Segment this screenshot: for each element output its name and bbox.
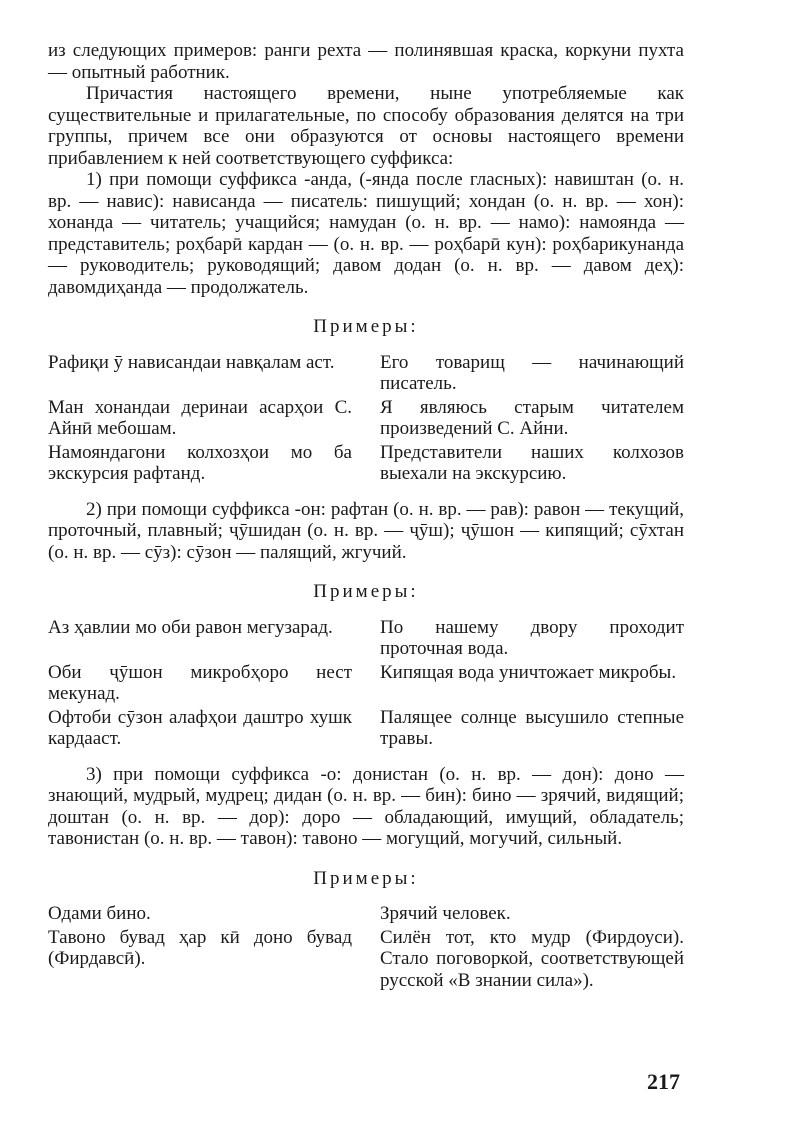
example-russian: Я являюсь старым читателем произведений С. Айни. (380, 396, 684, 439)
example-russian: Его товарищ — начинающий писатель. (380, 351, 684, 394)
example-russian: Палящее солнце высушило степные травы. (380, 706, 684, 749)
example-tajik: Офтоби сӯзон алафҳои даштро хушк кардааст. (48, 706, 352, 749)
examples-table-1 (48, 352, 684, 485)
intro-paragraph-1: из следующих примеров: ранги рехта — полинявшая краска, коркуни пухта — опытный работник. (48, 40, 684, 83)
page-number: 217 (647, 1069, 680, 1094)
example-tajik: Ман хонандаи деринаи асарҳои С. Айнӣ мебошам. (48, 396, 352, 439)
example-tajik: Аз ҳавлии мо оби равон мегузарад. (48, 616, 333, 638)
example-russian: Силён тот, кто мудр (Фирдоуси). Стало поговоркой, соответствующей русской «В знании сила»). (380, 926, 684, 991)
example-tajik: Оби ҷӯшон микробҳоро нест мекунад. (48, 661, 352, 704)
intro-paragraph-2: Причастия настоящего времени, ныне употребляемые как существительные и прилагательные, по способу образования делятся на три группы, причем все они образуются от основы настоящего времени прибавлением к ней соответствующего суффикса: (48, 83, 684, 169)
example-russian: Представители наших колхозов выехали на экскурсию. (380, 441, 684, 484)
example-tajik: Тавоно бувад ҳар кӣ доно бувад (Фирдавсӣ). (48, 926, 352, 969)
page-body (48, 40, 684, 991)
examples-table-2 (48, 617, 684, 750)
suffix-anda-paragraph: 1) при помощи суффикса -анда, (-янда после гласных): навиштан (о. н. вр. — навис): нависанда — писатель: пишущий; хондан (о. н. вр. — хон): хонанда — читатель; учащийся; намудан (о. н. вр. — намо): намоянда — представитель; роҳбарӣ кардан — (о. н. вр. — роҳбарӣ кун): роҳбарикунанда — руководитель; руководящий; давом додан (о. н. вр. — давом деҳ): давомдиҳанда — продолжатель. (48, 169, 684, 298)
example-tajik: Одами бино. (48, 903, 151, 924)
example-russian: Кипящая вода уничтожает микробы. (380, 661, 677, 683)
examples-heading-2: Примеры: (313, 581, 419, 602)
examples-heading-3: Примеры: (313, 867, 419, 889)
example-tajik: Рафиқи ӯ нависандаи навқалам аст. (48, 351, 335, 373)
examples-table-3 (48, 903, 684, 991)
suffix-o-paragraph: 3) при помощи суффикса -о: донистан (о. н. вр. — дон): доно — знающий, мудрый, мудрец; дидан (о. н. вр. — бин): бино — зрячий, видящий; доштан (о. н. вр. — дор): доро — обладающий, имущий, обладатель; тавонистан (о. н. вр. — тавон): тавоно — могущий, могучий, сильный. (48, 763, 684, 849)
example-russian: Зрячий человек. (380, 903, 511, 924)
examples-heading-1: Примеры: (313, 316, 419, 337)
example-russian: По нашему двору проходит проточная вода. (380, 616, 684, 659)
example-tajik: Намояндагони колхозҳои мо ба экскурсия рафтанд. (48, 441, 352, 484)
suffix-on-paragraph: 2) при помощи суффикса -он: рафтан (о. н. вр. — рав): равон — текущий, проточный, плавный; ҷӯшидан (о. н. вр. — ҷӯш); ҷӯшон — кипящий; сӯхтан (о. н. вр. — сӯз): сӯзон — палящий, жгучий. (48, 498, 684, 563)
